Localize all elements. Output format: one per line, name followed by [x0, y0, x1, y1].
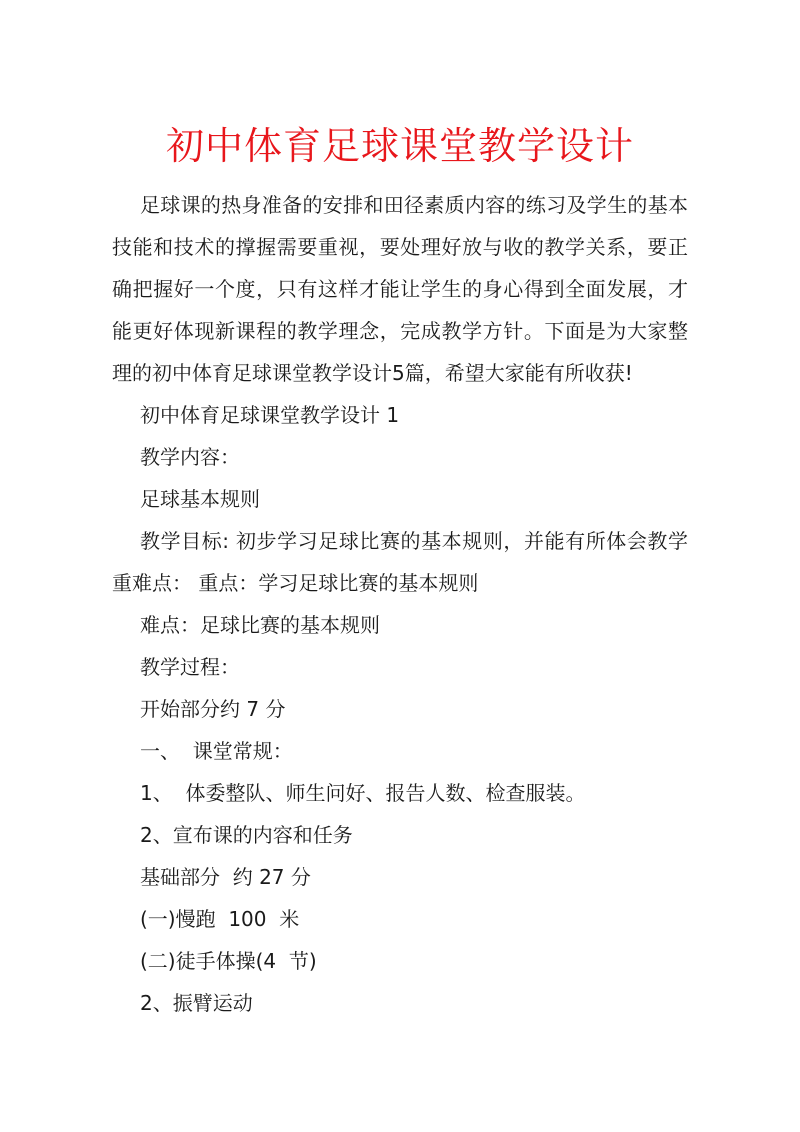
arm-swing-line: 2、振臂运动 — [140, 991, 253, 1015]
basic-part-line: 基础部分 约 27 分 — [140, 865, 311, 889]
content-value: 足球基本规则 — [140, 487, 260, 511]
goal-paragraph: 教学目标: 初步学习足球比赛的基本规则，并能有所体会教学重难点： 重点：学习足球比赛的基本规则 — [112, 529, 688, 595]
routine-heading: 一、 课堂常规： — [140, 739, 293, 763]
intro-paragraph: 足球课的热身准备的安排和田径素质内容的练习及学生的基本技能和技术的撑握需要重视，要处理好放与收的教学关系，要正确把握好一个度，只有这样才能让学生的身心得到全面发展，才能更好体现新课程的教学理念，完成教学方针。下面是为大家整理的初中体育足球课堂教学设计5篇，希望大家能有所收获! — [112, 193, 688, 385]
difficulty-line: 难点：足球比赛的基本规则 — [140, 613, 380, 637]
document-title: 初中体育足球课堂教学设计 — [165, 124, 634, 168]
exercise-line: (二)徒手体操(4 节) — [140, 949, 317, 973]
process-label: 教学过程： — [140, 655, 240, 679]
jog-line: (一)慢跑 100 米 — [140, 907, 300, 931]
routine-item-1: 1、 体委整队、师生问好、报告人数、检查服装。 — [140, 781, 586, 805]
content-label: 教学内容： — [140, 445, 240, 469]
section-heading: 初中体育足球课堂教学设计 1 — [140, 403, 400, 427]
start-part-line: 开始部分约 7 分 — [140, 697, 286, 721]
routine-item-2: 2、宣布课的内容和任务 — [140, 823, 353, 847]
